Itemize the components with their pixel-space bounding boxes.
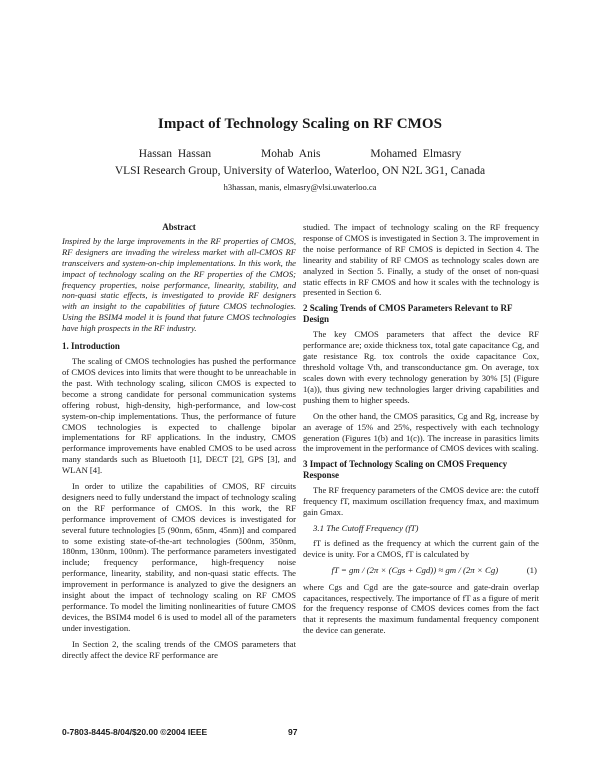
equation (303, 565, 539, 576)
body-paragraph: In Section 2, the scaling trends of the CMOS parameters that directly affect the device RF performance are (62, 638, 296, 660)
section-heading-frequency-response: 3 Impact of Technology Scaling on CMOS Frequency Response (303, 459, 508, 481)
left-column (62, 222, 296, 666)
abstract-heading: Abstract (162, 222, 196, 232)
author-list (0, 148, 600, 160)
equation-body: fT = gm / (2π × (Cgs + Cgd)) ≈ gm / (2π × Cg) (331, 564, 499, 575)
author-name: Mohamed Elmasry (370, 148, 462, 160)
body-paragraph: studied. The impact of technology scaling on the RF frequency response of CMOS is investigated in Section 3. The improvement in the noise performance of RF CMOS is depicted in Section 4. The linearity and stability of RF CMOS as technology scales down are analyzed in Section 5. Finally, a study of the onset of non-quasi static effects in RF CMOS and how it scales with the technology is presented in Section 6. (303, 222, 539, 298)
body-paragraph: On the other hand, the CMOS parasitics, Cg and Rg, increase by an average of 15% and 25%, respectively with each technology generation (Figures 1(b) and 1(c)). The increase in parasitics limits the improvement in the performance of CMOS devices with scaling. (303, 410, 539, 454)
body-paragraph: fT is defined as the frequency at which the current gain of the device is unity. For a CMOS, fT is calculated by (303, 537, 539, 559)
equation-number: (1) (526, 564, 537, 575)
body-paragraph: In order to utilize the capabilities of CMOS, RF circuits designers need to fully understand the impact of technology scaling on the RF performance of CMOS. In this work, the RF performance improvement of CMOS devices is investigated for several future technologies [5 (90nm, 65nm, 45nm)] and compared to some existing state-of-the-art technologies (500nm, 350nm, 180nm, 130nm, 100nm). The performance parameters investigated include; frequency performance, high-frequency noise performance, linearity, stability, and non-quasi static effects. The improvement in performance is analyzed to give the designers an insight about the impact of technology scaling on RF CMOS performance. To model the limiting nonlinearities of future CMOS devices, the BSIM4 model 6 is used to model all of the parameters under investigation. (62, 481, 296, 633)
author-name: Mohab Anis (260, 148, 321, 160)
author-emails: h3hassan, manis, elmasry@vlsi.uwaterloo.ca (223, 182, 377, 192)
page-number: 97 (288, 727, 298, 737)
body-paragraph: The key CMOS parameters that affect the device RF performance are; oxide thickness tox, total gate capacitance Cg, and gate resistance Rg. tox controls the oxide capacitance Cox, threshold voltage Vth, and transconductance gm. On average, tox scales down with every technology generation by 30% [5] (Figure 1(a)), thus giving new technologies larger driving capabilities and pushing them to higher speeds. (303, 329, 539, 405)
abstract-text: Inspired by the large improvements in the RF properties of CMOS, RF designers are invading the wireless market with all-CMOS RF transceivers and system-on-chip implementations. In this work, the impact of technology scaling on the RF properties of the CMOS; frequency properties, noise performance, linearity, stability, and non-quasi static effects, is investigated to provide RF designers with an insight to the capabilities of future CMOS technologies. Using the BSIM4 model it is found that future CMOS technologies have high prospects in the RF industry. (62, 235, 296, 334)
affiliation: VLSI Research Group, University of Waterloo, Waterloo, ON N2L 3G1, Canada (114, 165, 486, 177)
body-paragraph: The scaling of CMOS technologies has pushed the performance of CMOS devices into limits that were thought to be unreachable in the past. With technology scaling, silicon CMOS is expected to become a strong candidate for personal communication systems offering robust, high-density, high-performance, and low-cost system-on-chip implementations. Thus, the performance of future CMOS technologies is expected to challenge bipolar implementations for RF applications. In the industry, CMOS performance improvements have enabled CMOS to be used across many standards such as Bluetooth [1], DECT [2], GPS [3], and WLAN [4]. (62, 356, 296, 476)
body-paragraph: The RF frequency parameters of the CMOS device are: the cutoff frequency fT, maximum oscillation frequency fmax, and maximum gain Gmax. (303, 485, 539, 518)
subsection-heading-cutoff-frequency: 3.1 The Cutoff Frequency (fT) (313, 523, 419, 534)
body-paragraph: where Cgs and Cgd are the gate-source and gate-drain overlap capacitances, respectively. The importance of fT as a figure of merit for the frequency response of CMOS devices comes from the fact that it represents the maximum fundamental frequency component the device can generate. (303, 581, 539, 636)
author-name: Hassan Hassan (138, 148, 212, 160)
section-heading-scaling-trends: 2 Scaling Trends of CMOS Parameters Relevant to RF Design (303, 303, 513, 325)
right-column (303, 222, 539, 641)
section-heading-introduction: 1. Introduction (62, 341, 120, 352)
paper-title: Impact of Technology Scaling on RF CMOS (157, 116, 443, 132)
copyright-notice: 0-7803-8445-8/04/$20.00 ©2004 IEEE (62, 727, 208, 737)
